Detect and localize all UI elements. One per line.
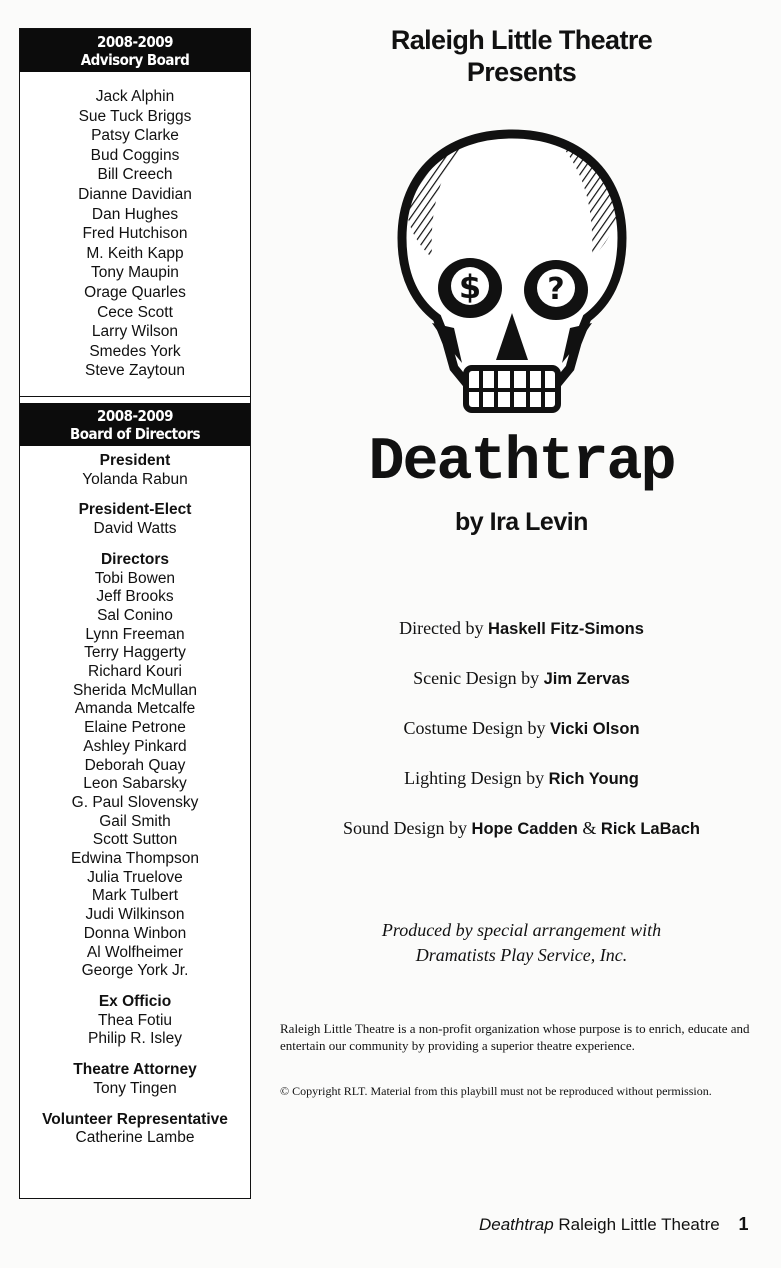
list-item: Patsy Clarke	[91, 127, 179, 145]
credit-joiner: &	[577, 818, 601, 838]
credit-label: Directed by	[399, 618, 489, 638]
credit-label: Sound Design by	[343, 818, 472, 838]
advisory-board-header	[20, 29, 250, 72]
president-elect-label: President-Elect	[78, 501, 192, 519]
board-list	[20, 446, 250, 1148]
list-item: Dan Hughes	[91, 205, 179, 223]
page-footer	[479, 1214, 779, 1235]
list-item: Bill Creech	[97, 166, 173, 184]
president-elect-name: David Watts	[93, 520, 177, 538]
list-item: Jeff Brooks	[96, 588, 174, 606]
sidebar-boards	[19, 28, 251, 1199]
credit-name-2: Rick LaBach	[600, 820, 700, 838]
list-item: Donna Winbon	[83, 924, 187, 942]
production-note	[262, 918, 781, 968]
credit-name: Rich Young	[548, 770, 639, 788]
credit-sound	[262, 818, 781, 868]
show-byline: by Ira Levin	[455, 508, 588, 536]
list-item: Philip R. Isley	[88, 1030, 182, 1048]
page-number: 1	[738, 1214, 749, 1234]
presents-label: Presents	[466, 57, 577, 87]
list-item: Steve Zaytoun	[85, 362, 185, 380]
credit-scenic	[262, 668, 781, 718]
list-item: Amanda Metcalfe	[74, 700, 196, 718]
president-label: President	[99, 452, 171, 469]
list-item: Fred Hutchison	[82, 225, 188, 243]
board-of-directors-header	[20, 403, 250, 446]
skull-icon	[392, 128, 632, 423]
list-item: Dianne Davidian	[78, 185, 192, 203]
theatre-attorney-name: Tony Tingen	[93, 1079, 177, 1097]
credit-name: Haskell Fitz-Simons	[488, 620, 644, 638]
list-item: Al Wolfheimer	[86, 943, 184, 961]
list-item: Bud Coggins	[90, 146, 180, 164]
divider	[20, 396, 250, 403]
board-year: 2008-2009	[97, 407, 173, 425]
credit-lighting	[262, 768, 781, 818]
list-item: G. Paul Slovensky	[71, 793, 199, 811]
credits-list	[262, 618, 781, 868]
list-item: Sal Conino	[97, 606, 173, 624]
presenter-heading	[262, 24, 781, 88]
advisory-member-list	[20, 72, 250, 396]
president-name: Yolanda Rabun	[82, 470, 188, 488]
list-item: Deborah Quay	[84, 756, 186, 774]
show-title: Deathtrap	[368, 429, 675, 497]
credit-name: Vicki Olson	[549, 720, 640, 738]
list-item: Richard Kouri	[88, 663, 182, 681]
footer-org-name: Raleigh Little Theatre	[558, 1215, 720, 1234]
list-item: Jack Alphin	[95, 88, 175, 105]
list-item: Gail Smith	[99, 812, 171, 830]
svg-text:?: ?	[547, 272, 565, 307]
production-note-line1: Produced by special arrangement with	[381, 920, 662, 940]
theatre-name: Raleigh Little Theatre	[390, 25, 653, 55]
list-item: Elaine Petrone	[84, 719, 186, 737]
credit-label: Lighting Design by	[404, 768, 549, 788]
list-item: Terry Haggerty	[84, 644, 186, 662]
list-item: Sherida McMullan	[72, 681, 198, 699]
board-heading: Board of Directors	[70, 425, 200, 443]
directors-label: Directors	[100, 550, 170, 568]
ex-officio-label: Ex Officio	[98, 992, 172, 1010]
list-item: M. Keith Kapp	[86, 244, 184, 262]
directors-list	[20, 570, 250, 981]
list-item: Leon Sabarsky	[83, 775, 187, 793]
credit-label: Scenic Design by	[413, 668, 544, 688]
credit-director	[262, 618, 781, 668]
list-item: Tony Maupin	[91, 264, 179, 282]
list-item: Larry Wilson	[91, 323, 179, 341]
mission-statement: Raleigh Little Theatre is a non-profit organization whose purpose is to enrich, educate and entertain our community by providing a superior theatre experience.	[280, 1021, 750, 1053]
list-item: Orage Quarles	[84, 283, 186, 301]
advisory-year: 2008-2009	[97, 33, 173, 51]
list-item: George York Jr.	[81, 962, 189, 980]
advisory-heading: Advisory Board	[80, 51, 190, 69]
list-item: Cece Scott	[97, 303, 173, 321]
credit-costume	[262, 718, 781, 768]
svg-text:$: $	[458, 268, 482, 306]
list-item: Julia Truelove	[87, 868, 183, 886]
volunteer-rep-label: Volunteer Representative	[42, 1110, 228, 1128]
list-item: Judi Wilkinson	[85, 906, 185, 924]
credit-name: Jim Zervas	[543, 670, 630, 688]
list-item: Lynn Freeman	[85, 625, 185, 643]
list-item: Edwina Thompson	[70, 850, 200, 868]
volunteer-rep-name: Catherine Lambe	[75, 1129, 195, 1147]
theatre-attorney-label: Theatre Attorney	[73, 1061, 197, 1079]
list-item: Sue Tuck Briggs	[78, 107, 192, 125]
list-item: Tobi Bowen	[94, 569, 176, 587]
copyright-notice: © Copyright RLT. Material from this playbill must not be reproduced without permission.	[280, 1084, 712, 1098]
credit-name: Hope Cadden	[471, 820, 578, 838]
list-item: Smedes York	[89, 342, 181, 360]
list-item: Scott Sutton	[92, 831, 178, 849]
footer-show-title: Deathtrap	[479, 1215, 554, 1234]
ex-officio-list	[20, 1012, 250, 1049]
credit-label: Costume Design by	[403, 718, 550, 738]
list-item: Thea Fotiu	[97, 1011, 173, 1029]
production-note-line2: Dramatists Play Service, Inc.	[415, 945, 628, 965]
list-item: Mark Tulbert	[91, 887, 179, 905]
list-item: Ashley Pinkard	[83, 737, 187, 755]
